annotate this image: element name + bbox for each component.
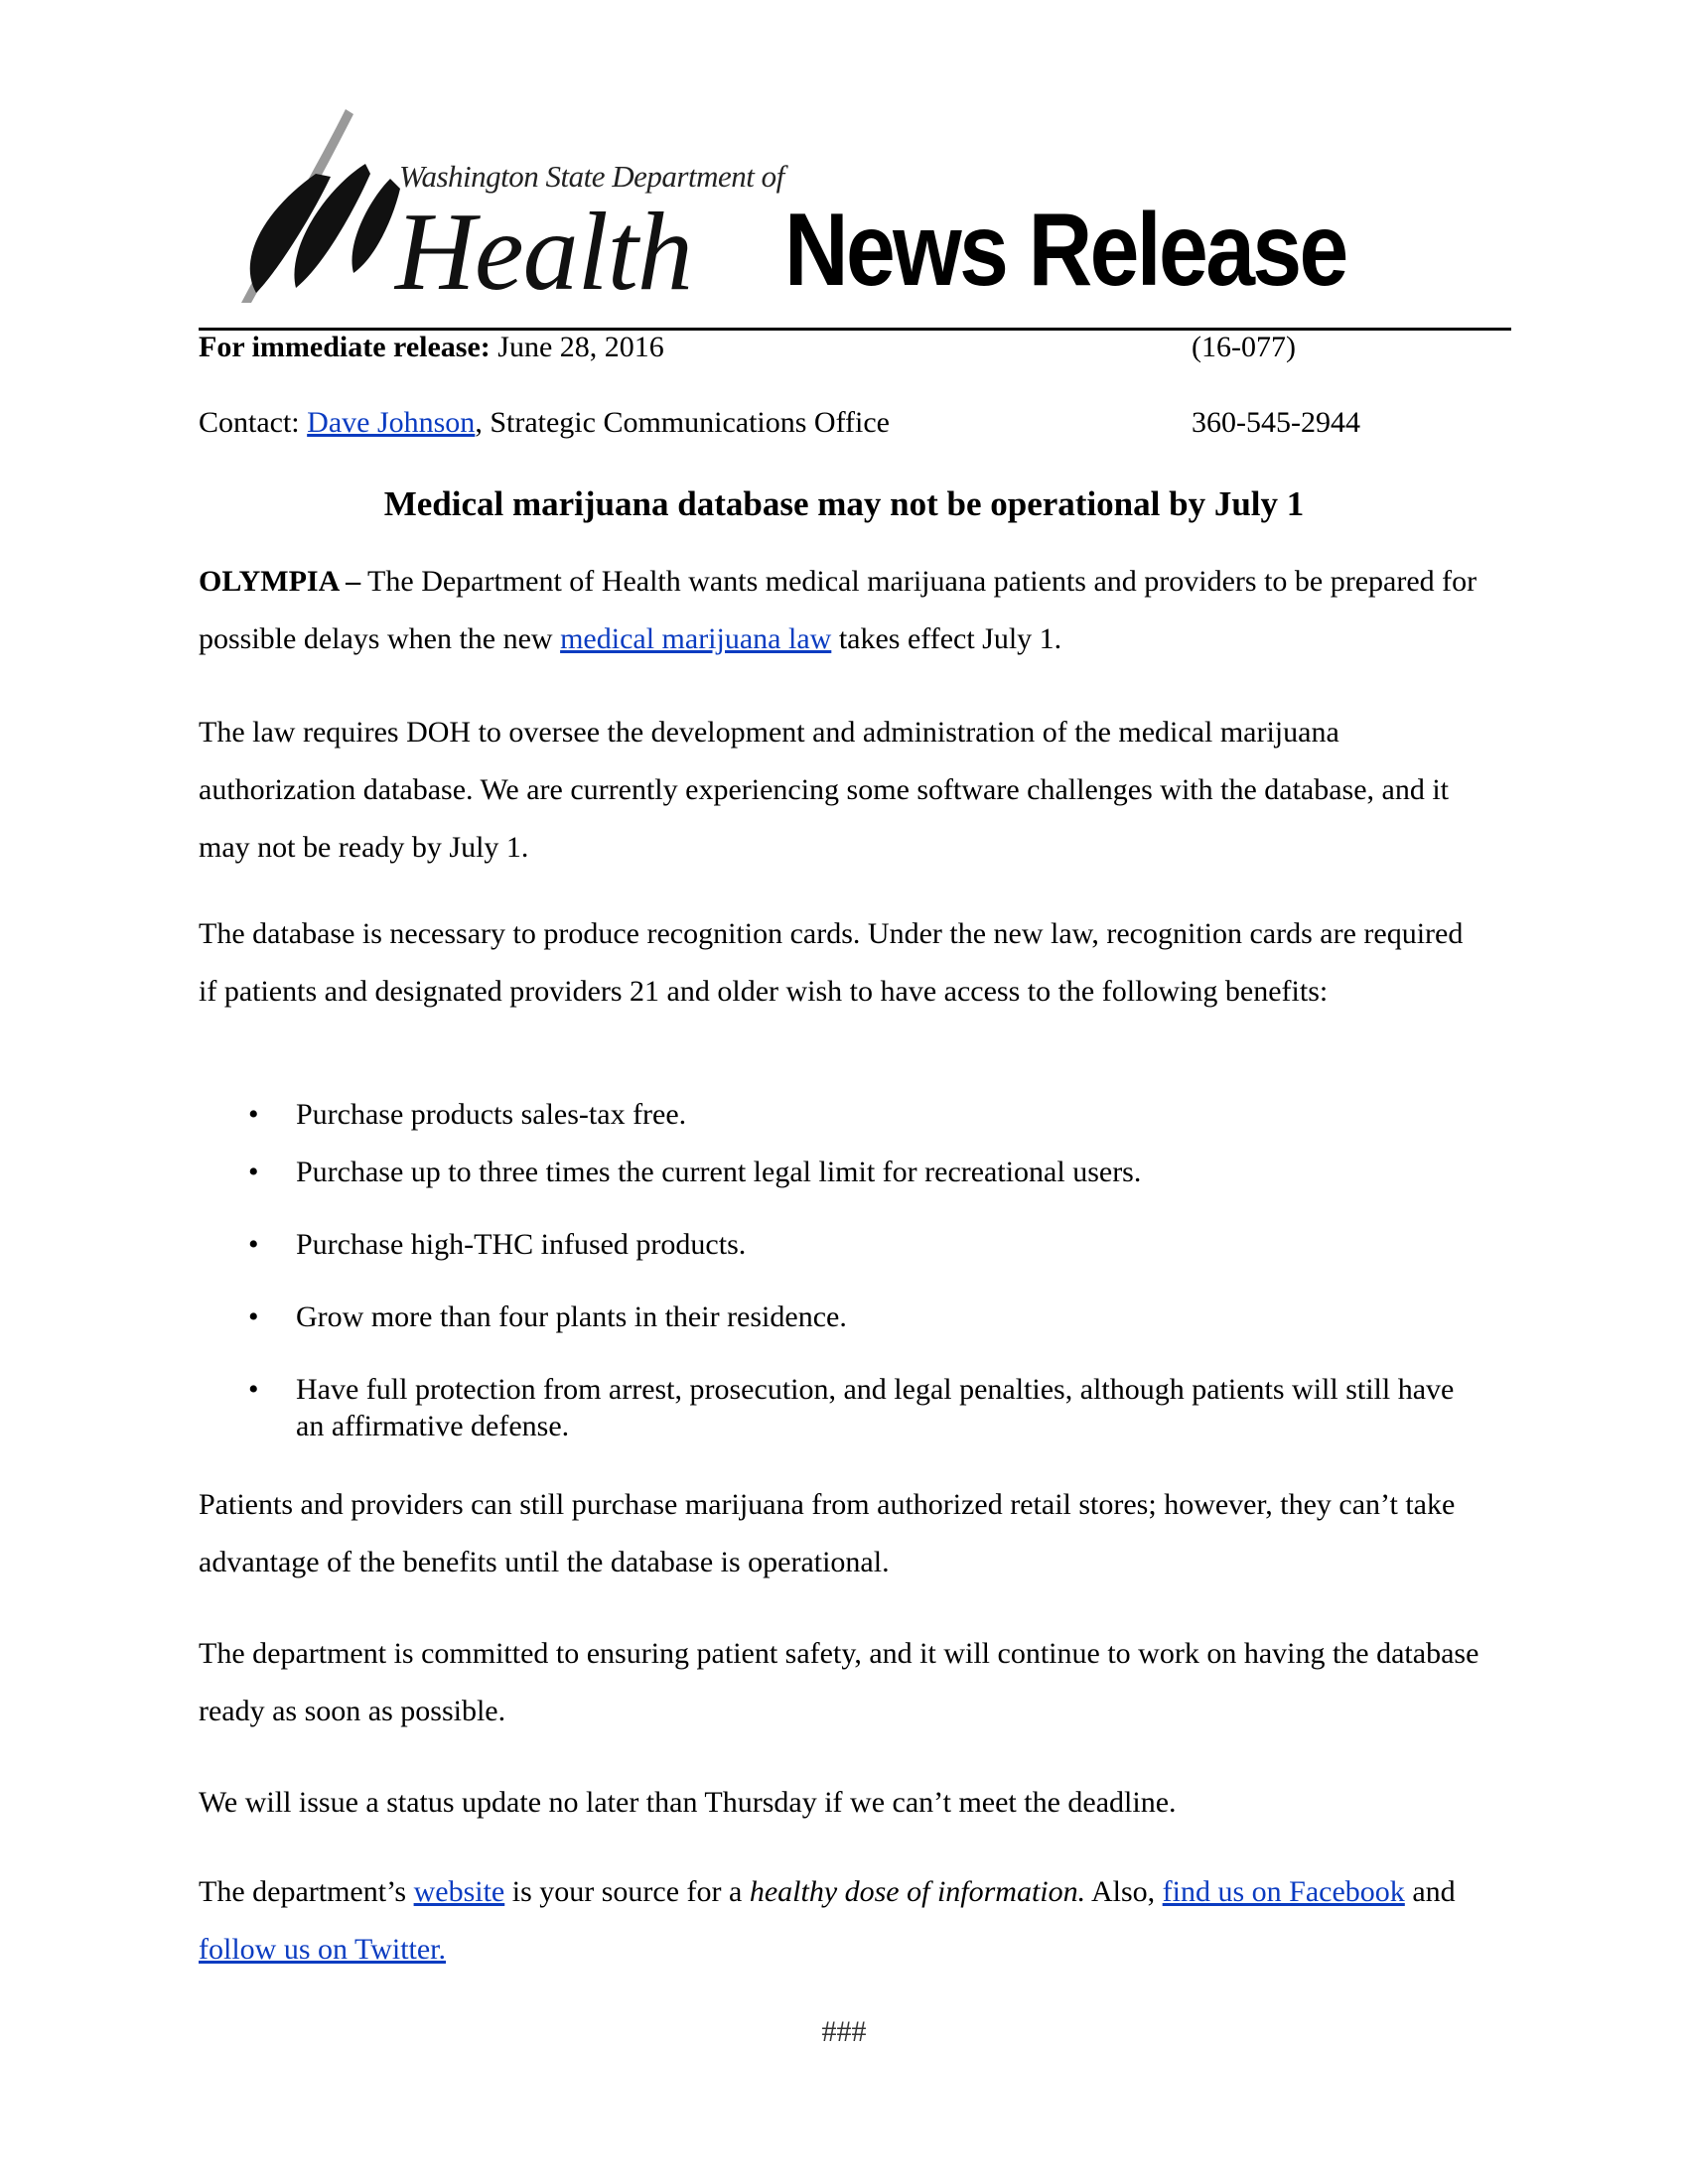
twitter-link[interactable]: follow us on Twitter.: [199, 1933, 447, 1966]
release-number: (16-077): [1192, 331, 1296, 363]
org-line: Washington State Department of: [399, 159, 784, 194]
contact-office: , Strategic Communications Office: [475, 406, 890, 439]
bullet-icon: •: [248, 1300, 259, 1333]
facebook-link[interactable]: find us on Facebook: [1162, 1875, 1405, 1908]
release-date: June 28, 2016: [497, 331, 664, 363]
release-line: [199, 331, 664, 364]
healthy-dose-text: healthy dose of information.: [749, 1875, 1086, 1908]
bullet-icon: •: [248, 1228, 259, 1261]
contact-name-link[interactable]: Dave Johnson: [307, 406, 476, 439]
dateline: OLYMPIA –: [199, 565, 361, 598]
contact-label: Contact:: [199, 406, 300, 439]
paragraph-1-text-b: takes effect July 1.: [831, 622, 1062, 655]
paragraph-7-text-d: and: [1404, 1875, 1456, 1908]
paragraph-3: The database is necessary to produce recognition cards. Under the new law, recognition cards are required if patients and designated providers 21 and older wish to have access to the following benefits:: [199, 917, 1464, 1008]
list-item-text: Have full protection from arrest, prosecution, and legal penalties, although patients will still have an affirmative defense.: [296, 1373, 1455, 1442]
paragraph-7-text-c: Also,: [1085, 1875, 1163, 1908]
paragraph-5: The department is committed to ensuring patient safety, and it will continue to work on having the database ready as soon as possible.: [199, 1637, 1479, 1727]
bullet-icon: •: [248, 1098, 259, 1131]
bullet-icon: •: [248, 1156, 259, 1188]
paragraph-7-text-a: The department’s: [199, 1875, 414, 1908]
paragraph-2: The law requires DOH to oversee the development and administration of the medical marijuana authorization database. We are currently experiencing some software challenges with the database, and it may not be ready by July 1.: [199, 716, 1450, 864]
release-label: For immediate release:: [199, 331, 491, 363]
contact-phone: 360-545-2944: [1192, 406, 1360, 439]
website-link[interactable]: website: [413, 1875, 505, 1908]
org-name: Health: [395, 191, 692, 314]
list-item-text: Purchase high-THC infused products.: [296, 1228, 747, 1261]
list-item-text: Purchase products sales-tax free.: [296, 1098, 687, 1131]
paragraph-4: Patients and providers can still purchase marijuana from authorized retail stores; however, they can’t take advantage of the benefits until the database is operational.: [199, 1488, 1456, 1578]
paragraph-7: [199, 1863, 1479, 1979]
bullet-icon: •: [248, 1373, 259, 1406]
medical-marijuana-law-link[interactable]: medical marijuana law: [560, 622, 832, 655]
list-item-text: Purchase up to three times the current legal limit for recreational users.: [296, 1156, 1142, 1188]
list-item-text: Grow more than four plants in their residence.: [296, 1300, 847, 1333]
paragraph-1-text-a: The Department of Health wants medical marijuana patients and providers to be prepared for possible delays when the new: [199, 565, 1477, 655]
contact-line: [199, 406, 890, 440]
paragraph-6: We will issue a status update no later than Thursday if we can’t meet the deadline.: [199, 1786, 1177, 1819]
paragraph-1: [199, 553, 1479, 668]
end-mark: ###: [821, 2015, 867, 2048]
headline: Medical marijuana database may not be operational by July 1: [383, 484, 1305, 523]
paragraph-7-text-b: is your source for a: [504, 1875, 750, 1908]
page-title: News Release: [784, 193, 1346, 308]
